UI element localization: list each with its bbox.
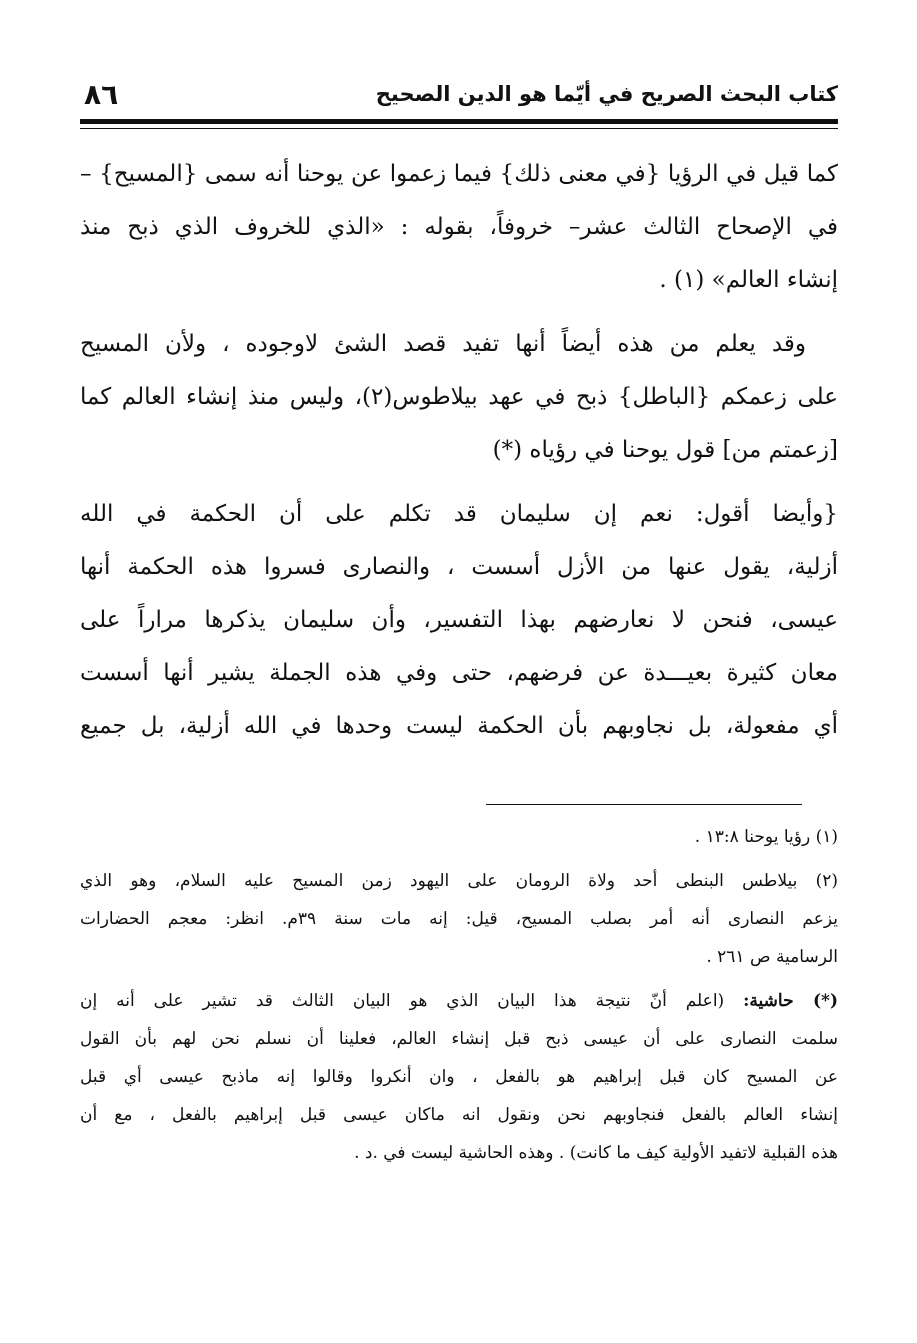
- footnote-annotation: [80, 982, 838, 1172]
- paragraph-2: [80, 318, 838, 477]
- text-line: إنشاء العالم» (١) .: [659, 267, 838, 293]
- footnote-line: (١) رؤيا يوحنا ١٣:٨ .: [694, 827, 838, 847]
- footnote-line: يزعم النصارى أنه أمر بصلب المسيح، قيل: إنه مات سنة ٣٩م. انظر: معجم الحضارات: [80, 909, 838, 929]
- text-line: في الإصحاح الثالث عشر– خروفاً، بقوله : «الذي للخروف الذي ذبح منذ: [80, 214, 838, 240]
- footnote-line: إنشاء العالم بالفعل فنجاوبهم نحن ونقول انه ماكان عيسى قبل إبراهيم بالفعل ، مع أن: [80, 1105, 838, 1125]
- main-text: [80, 148, 838, 753]
- footnote-separator: [486, 804, 802, 805]
- page-header: [80, 78, 838, 118]
- footnote-line: [80, 982, 838, 1020]
- annotation-label: (*) حاشية:: [743, 991, 838, 1011]
- footnote-2: [80, 862, 838, 976]
- text-line: [زعمتم من] قول يوحنا في رؤياه (*): [492, 437, 838, 463]
- text-line: معان كثيرة بعيـــدة عن فرضهم، حتى وفي هذه الجملة يشير أنها أسست: [80, 660, 838, 686]
- text-line: عيسى، فنحن لا نعارضهم بهذا التفسير، وأن سليمان يذكرها مراراً على: [80, 607, 838, 633]
- footnotes: [80, 818, 838, 1172]
- text-line: كما قيل في الرؤيا {في معنى ذلك} فيما زعموا عن يوحنا أنه سمى {المسيح} –: [80, 161, 838, 187]
- header-rule-thin: [80, 128, 838, 129]
- footnote-line: هذه القبلية لاتفيد الأولية كيف ما كانت) . وهذه الحاشية ليست في .د .: [354, 1143, 838, 1163]
- text-line: أزلية، يقول عنها من الأزل أسست ، والنصارى فسروا هذه الحكمة أنها: [80, 554, 838, 580]
- header-rule-thick: [80, 119, 838, 124]
- paragraph-3: [80, 488, 838, 753]
- footnote-1: [80, 818, 838, 856]
- text-line: على زعمكم {الباطل} ذبح في عهد بيلاطوس(٢)، وليس منذ إنشاء العالم كما: [80, 384, 838, 410]
- text-line: أي مفعولة، بل نجاوبهم بأن الحكمة ليست وحدها في الله أزلية، بل جميع: [80, 713, 838, 739]
- footnote-line: (٢) بيلاطس البنطى أحد ولاة الرومان على اليهود زمن المسيح عليه السلام، وهو الذي: [80, 871, 838, 891]
- annotation-text: (اعلم أنّ نتيجة هذا البيان الذي هو البيان الثالث قد تشير على أنه إن: [80, 991, 725, 1011]
- footnote-line: سلمت النصارى على أن عيسى ذبح قبل إنشاء العالم، فعلينا أن نسلم نحن لهم بأن القول: [80, 1029, 838, 1049]
- text-line: وقد يعلم من هذه أيضاً أنها تفيد قصد الشئ لاوجوده ، ولأن المسيح: [80, 331, 806, 357]
- text-line: {وأيضا أقول: نعم إن سليمان قد تكلم على أن الحكمة في الله: [80, 501, 838, 527]
- footnote-line: عن المسيح كان قبل إبراهيم هو بالفعل ، وان أنكروا وقالوا إنه ماذبح عيسى أي قبل: [80, 1067, 838, 1087]
- page-number: ٨٦: [84, 78, 119, 111]
- running-title: كتاب البحث الصريح في أيّما هو الدين الصحيح: [375, 82, 838, 106]
- footnote-line: الرسامية ص ٢٦١ .: [706, 947, 838, 967]
- paragraph-1: [80, 148, 838, 307]
